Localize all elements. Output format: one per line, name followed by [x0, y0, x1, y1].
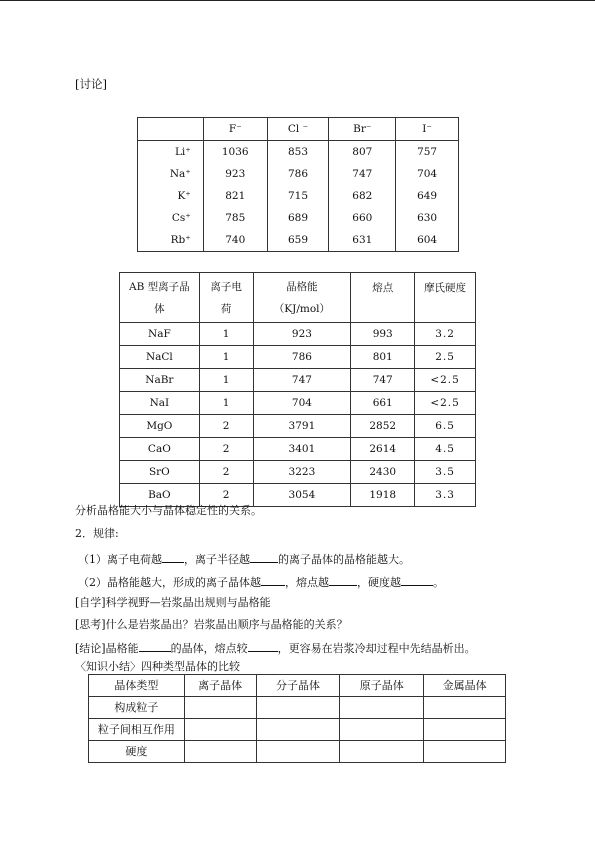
value-cell: 604	[396, 229, 459, 252]
conclusion-text: ，更容易在岩浆冷却过程中先结晶析出。	[277, 642, 476, 655]
value-cell: 786	[267, 163, 329, 185]
answer-blank	[329, 575, 357, 586]
value-cell: <2.5	[415, 392, 476, 415]
header-cell: Cl ⁻	[267, 118, 329, 141]
value-cell: 3401	[253, 438, 351, 461]
conclusion-text: 的晶体，熔点较	[170, 642, 248, 655]
header-cell: Br⁻	[329, 118, 396, 141]
table-row	[138, 141, 459, 164]
value-cell: 1	[199, 346, 253, 369]
value-cell: 2	[199, 461, 253, 484]
compound-cell: NaI	[120, 392, 200, 415]
value-cell: 740	[203, 229, 267, 252]
header-cell: I⁻	[396, 118, 459, 141]
value-cell: 630	[396, 207, 459, 229]
value-cell: 3054	[253, 484, 351, 507]
header-cell-charge	[199, 273, 253, 323]
value-cell: 689	[267, 207, 329, 229]
value-cell: 4.5	[415, 438, 476, 461]
cation-cell: Na⁺	[138, 163, 204, 185]
value-cell: 801	[351, 346, 415, 369]
header-cell: 离子晶体	[184, 675, 256, 697]
value-cell: 631	[329, 229, 396, 252]
header-cell: 分子晶体	[256, 675, 340, 697]
row-label-cell: 粒子间相互作用	[89, 719, 185, 741]
table-header-row	[89, 675, 506, 697]
value-cell: 785	[203, 207, 267, 229]
header-line: 荷	[220, 302, 232, 315]
value-cell: 923	[203, 163, 267, 185]
table-header-row	[120, 273, 476, 323]
table-row	[120, 369, 476, 392]
value-cell: 807	[329, 141, 396, 164]
empty-cell	[256, 741, 340, 763]
table-row	[89, 697, 506, 719]
think-line: [思考]什么是岩浆晶出？岩浆晶出顺序与晶格能的关系？	[75, 618, 348, 631]
value-cell: 1036	[203, 141, 267, 164]
header-line: 体	[154, 302, 165, 315]
answer-blank	[248, 641, 278, 652]
header-cell-lattice-energy	[253, 273, 351, 323]
value-cell: 3.5	[415, 461, 476, 484]
table-row	[138, 229, 459, 252]
empty-cell	[424, 719, 506, 741]
top-rule	[0, 0, 595, 1]
value-cell: 821	[203, 185, 267, 207]
value-cell: 1	[199, 369, 253, 392]
table-row	[120, 323, 476, 346]
value-cell: 661	[351, 392, 415, 415]
value-cell: 757	[396, 141, 459, 164]
value-cell: 6.5	[415, 415, 476, 438]
value-cell: 2	[199, 438, 253, 461]
value-cell: 786	[253, 346, 351, 369]
header-cell	[138, 118, 204, 141]
empty-cell	[340, 719, 424, 741]
empty-cell	[256, 697, 340, 719]
self-study-line: [自学]科学视野—岩浆晶出规则与晶格能	[75, 596, 271, 609]
header-cell-crystal	[120, 273, 200, 323]
value-cell: 747	[253, 369, 351, 392]
crystal-comparison-table	[88, 674, 506, 763]
table-header-row	[138, 118, 459, 141]
discussion-heading: [讨论]	[75, 77, 107, 91]
empty-cell	[184, 741, 256, 763]
rule-title: 2．规律:	[75, 527, 119, 540]
compound-cell: BaO	[120, 484, 200, 507]
table-row	[138, 163, 459, 185]
value-cell: 3.3	[415, 484, 476, 507]
table-row	[120, 392, 476, 415]
header-cell: F⁻	[203, 118, 267, 141]
value-cell: 3223	[253, 461, 351, 484]
rule-2-line	[78, 575, 444, 588]
rule-1-text: （1）离子电荷越	[78, 553, 162, 566]
cation-cell: Cs⁺	[138, 207, 204, 229]
rule-1-text: 的离子晶体的晶格能越大。	[278, 553, 410, 566]
value-cell: 747	[351, 369, 415, 392]
cation-cell: Rb⁺	[138, 229, 204, 252]
empty-cell	[340, 697, 424, 719]
value-cell: 704	[253, 392, 351, 415]
summary-title: 〈知识小结〉四种类型晶体的比较	[75, 660, 240, 673]
header-cell-hardness: 摩氏硬度	[415, 273, 476, 323]
empty-cell	[424, 697, 506, 719]
header-cell-melting-point: 熔点	[351, 273, 415, 323]
compound-cell: NaF	[120, 323, 200, 346]
compound-cell: NaBr	[120, 369, 200, 392]
value-cell: 659	[267, 229, 329, 252]
value-cell: 3791	[253, 415, 351, 438]
lattice-energy-table	[137, 117, 459, 252]
ionic-crystal-properties-table	[119, 272, 476, 507]
value-cell: 1918	[351, 484, 415, 507]
conclusion-line	[75, 641, 476, 654]
value-cell: 2614	[351, 438, 415, 461]
value-cell: 853	[267, 141, 329, 164]
value-cell: 747	[329, 163, 396, 185]
rule-1-text: ，离子半径越	[184, 553, 250, 566]
answer-blank	[139, 641, 171, 652]
rule-2-text: ，熔点越	[285, 576, 329, 589]
rule-2-text: （2）晶格能越大，形成的离子晶体越	[78, 576, 261, 589]
value-cell: 2.5	[415, 346, 476, 369]
value-cell: 2852	[351, 415, 415, 438]
value-cell: 2	[199, 484, 253, 507]
answer-blank	[401, 575, 433, 586]
cation-cell: Li⁺	[138, 141, 204, 164]
header-line: （KJ/mol）	[273, 302, 331, 315]
table-row	[138, 185, 459, 207]
value-cell: 1	[199, 323, 253, 346]
value-cell: 2430	[351, 461, 415, 484]
table-row	[89, 741, 506, 763]
conclusion-text: [结论]晶格能	[75, 642, 139, 655]
cation-cell: K⁺	[138, 185, 204, 207]
answer-blank	[250, 552, 278, 563]
empty-cell	[424, 741, 506, 763]
compound-cell: MgO	[120, 415, 200, 438]
table-row	[120, 438, 476, 461]
row-label-cell: 构成粒子	[89, 697, 185, 719]
rule-2-text: 。	[433, 576, 444, 589]
header-line: AB 型离子晶	[129, 280, 190, 293]
value-cell: 682	[329, 185, 396, 207]
table-row	[138, 207, 459, 229]
value-cell: 2	[199, 415, 253, 438]
value-cell: 3.2	[415, 323, 476, 346]
value-cell: 715	[267, 185, 329, 207]
header-cell: 金属晶体	[424, 675, 506, 697]
value-cell: 923	[253, 323, 351, 346]
empty-cell	[184, 697, 256, 719]
empty-cell	[340, 741, 424, 763]
value-cell: 993	[351, 323, 415, 346]
header-cell: 原子晶体	[340, 675, 424, 697]
table-row	[120, 461, 476, 484]
table-row	[120, 415, 476, 438]
empty-cell	[184, 719, 256, 741]
empty-cell	[256, 719, 340, 741]
answer-blank	[261, 575, 285, 586]
header-cell: 晶体类型	[89, 675, 185, 697]
value-cell: 1	[199, 392, 253, 415]
value-cell: 649	[396, 185, 459, 207]
header-line: 离子电	[210, 280, 242, 293]
rule-2-text: ，硬度越	[357, 576, 401, 589]
row-label-cell: 硬度	[89, 741, 185, 763]
compound-cell: NaCl	[120, 346, 200, 369]
compound-cell: SrO	[120, 461, 200, 484]
compound-cell: CaO	[120, 438, 200, 461]
value-cell: 704	[396, 163, 459, 185]
rule-1-line	[78, 552, 410, 565]
value-cell: 660	[329, 207, 396, 229]
header-line: 晶格能	[286, 280, 318, 293]
table-row	[120, 346, 476, 369]
table-row	[89, 719, 506, 741]
value-cell: <2.5	[415, 369, 476, 392]
answer-blank	[162, 552, 184, 563]
analysis-line: 分析晶格能大小与晶体稳定性的关系。	[75, 504, 262, 517]
